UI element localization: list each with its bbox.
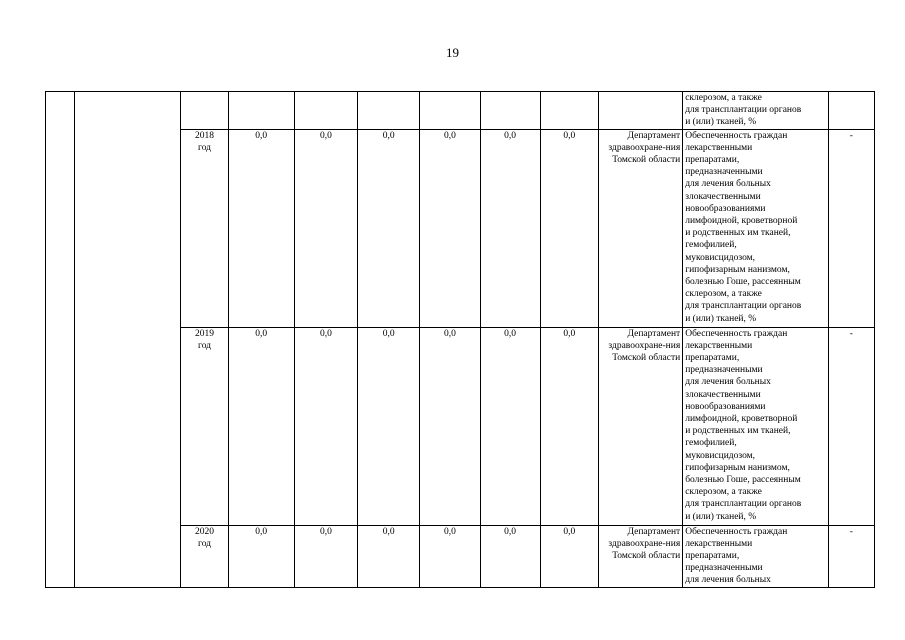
target-value-cell: - xyxy=(828,525,874,587)
cell-blank xyxy=(46,92,75,588)
value-cell: 0,0 xyxy=(420,327,480,525)
value-cell: 0,0 xyxy=(420,525,480,587)
department-cell: Департамент здравоохране-ния Томской области xyxy=(598,129,682,327)
cell-empty xyxy=(181,92,228,130)
program-table xyxy=(45,91,875,588)
indicator-cell: Обеспеченность граждан лекарственными препаратами, предназначенными для лечения больных xyxy=(683,525,829,587)
department-cell: Департамент здравоохране-ния Томской области xyxy=(598,525,682,587)
cell-empty xyxy=(598,92,682,130)
value-cell: 0,0 xyxy=(480,327,540,525)
value-cell: 0,0 xyxy=(420,129,480,327)
value-cell: 0,0 xyxy=(228,129,294,327)
table-row-carryover xyxy=(46,92,875,130)
cell-empty xyxy=(540,92,598,130)
year-cell: 2020 год xyxy=(181,525,228,587)
value-cell: 0,0 xyxy=(540,327,598,525)
value-cell: 0,0 xyxy=(358,327,420,525)
value-cell: 0,0 xyxy=(540,129,598,327)
value-cell: 0,0 xyxy=(358,129,420,327)
cell-empty xyxy=(228,92,294,130)
page-number: 19 xyxy=(446,45,459,60)
cell-empty xyxy=(420,92,480,130)
indicator-cell: Обеспеченность граждан лекарственными препаратами, предназначенными для лечения больных злокачественными новообразованиями лимфоидной, кроветворной и родственных им тканей, гемофилией, муковисцидозом, гипофизарным нанизмом, болезнью Гоше, рассеянным склерозом, а также для трансплантации органов и (или) тканей, % xyxy=(683,129,829,327)
cell-empty xyxy=(358,92,420,130)
value-cell: 0,0 xyxy=(228,525,294,587)
value-cell: 0,0 xyxy=(294,129,357,327)
carryover-indicator-text: склерозом, а также для трансплантации органов и (или) тканей, % xyxy=(683,92,829,130)
value-cell: 0,0 xyxy=(480,129,540,327)
value-cell: 0,0 xyxy=(294,327,357,525)
year-cell: 2019 год xyxy=(181,327,228,525)
cell-empty xyxy=(480,92,540,130)
target-value-cell: - xyxy=(828,327,874,525)
indicator-cell: Обеспеченность граждан лекарственными препаратами, предназначенными для лечения больных злокачественными новообразованиями лимфоидной, кроветворной и родственных им тканей, гемофилией, муковисцидозом, гипофизарным нанизмом, болезнью Гоше, рассеянным склерозом, а также для трансплантации органов и (или) тканей, % xyxy=(683,327,829,525)
cell-empty xyxy=(828,92,874,130)
department-cell: Департамент здравоохране-ния Томской области xyxy=(598,327,682,525)
value-cell: 0,0 xyxy=(540,525,598,587)
value-cell: 0,0 xyxy=(228,327,294,525)
year-cell: 2018 год xyxy=(181,129,228,327)
value-cell: 0,0 xyxy=(358,525,420,587)
value-cell: 0,0 xyxy=(294,525,357,587)
cell-empty xyxy=(294,92,357,130)
cell-blank xyxy=(75,92,181,588)
value-cell: 0,0 xyxy=(480,525,540,587)
target-value-cell: - xyxy=(828,129,874,327)
